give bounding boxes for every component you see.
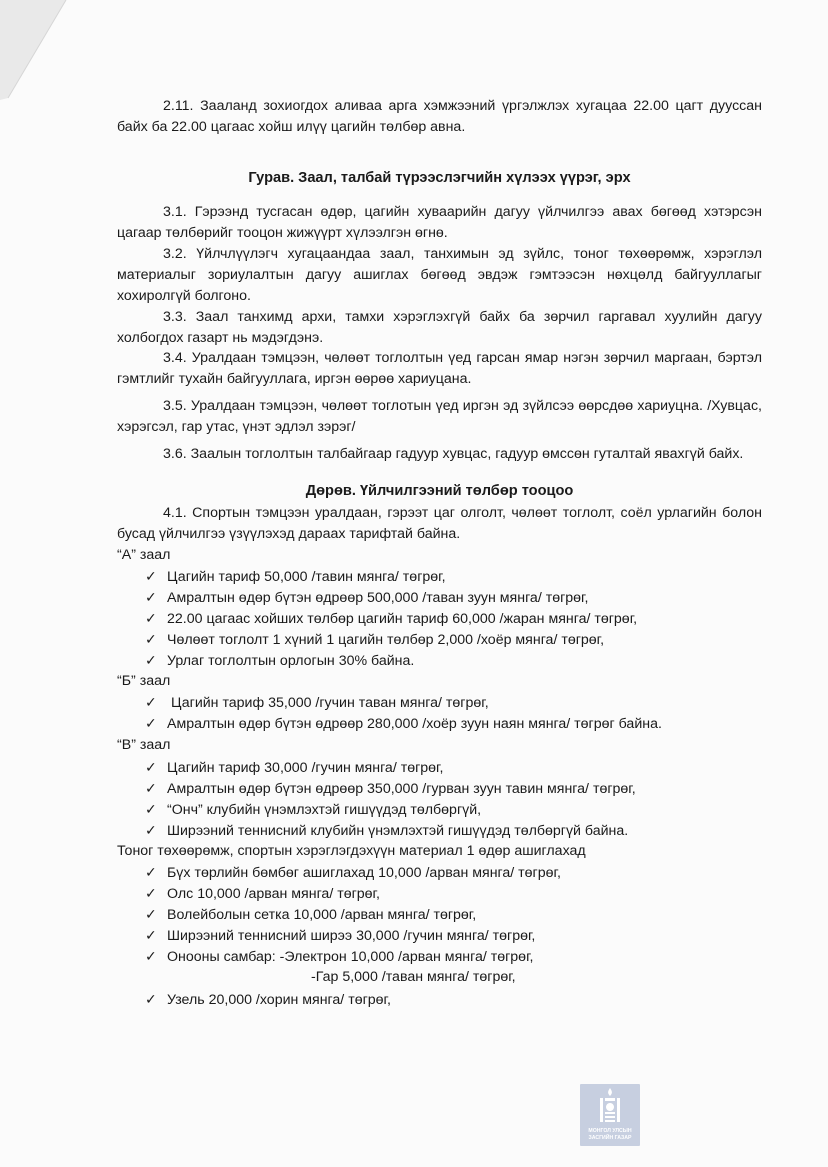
list-item: ✓ Бүх төрлийн бөмбөг ашиглахад 10,000 /арван мянга/ төгрөг, [145,864,561,881]
list-sub-item: -Гар 5,000 /таван мянга/ төгрөг, [311,969,516,985]
list-item: ✓ Чөлөөт тоглолт 1 хүний 1 цагийн төлбөр 2,000 /хоёр мянга/ төгрөг, [145,631,605,648]
list-item: ✓ Волейболын сетка 10,000 /арван мянга/ төгрөг, [145,906,477,923]
list-item: ✓ Цагийн тариф 50,000 /тавин мянга/ төгрөг, [145,568,446,585]
paragraph-4-1: 4.1. Спортын тэмцээн уралдаан, гэрээт цаг олголт, чөлөөт тоглолт, соёл урлагийн болон бусад үйлчилгээ үзүүлэхэд дараах тарифтай байна. [117,505,762,542]
page-corner-fold [0,0,70,100]
hall-a-label: “А” заал [117,547,171,563]
list-item: ✓ Ширээний теннисний клубийн үнэмлэхтэй гишүүдэд төлбөргүй байна. [145,822,629,839]
equipment-label: Тоног төхөөрөмж, спортын хэрэглэгдэхүүн материал 1 өдөр ашиглахад [117,843,586,859]
checkmark-icon: ✓ [145,906,157,922]
checkmark-icon: ✓ [145,864,157,880]
section-4-heading: Дөрөв. Үйлчилгээний төлбөр тооцоо [305,483,574,499]
paragraph-2-11: 2.11. Зааланд зохиогдох аливаа арга хэмжээний үргэлжлэх хугацаа 22.00 цагт дууссан байх ба 22.00 цагаас хойш илүү цагийн төлбөр авна. [117,98,762,135]
checkmark-icon: ✓ [145,780,157,796]
checkmark-icon: ✓ [145,948,157,964]
emblem-text-line2: ЗАСГИЙН ГАЗАР [588,1135,632,1141]
paragraph-3-2: 3.2. Үйлчлүүлэгч хугацаандаа заал, танхимын эд зүйлс, тоног төхөөрөмж, хэрэглэл материалыг зориулалтын дагуу ашиглах бөгөөд эвдэж гэмтээсэн нөхцөлд байгууллагыг хохиролгүй болгоно. [117,246,762,304]
paragraph-3-4: 3.4. Уралдаан тэмцээн, чөлөөт тоглолтын үед гарсан ямар нэгэн зөрчил маргаан, бэртэл гэмтлийг тухайн байгууллага, иргэн өөрөө хариуцана. [117,350,762,387]
paragraph-3-6: 3.6. Заалын тоглолтын талбайгаар гадуур хувцас, гадуур өмссөн гуталтай явахгүй байх. [163,446,744,462]
checkmark-icon: ✓ [145,759,157,775]
list-item: ✓ Цагийн тариф 35,000 /гучин таван мянга/ төгрөг, [145,694,489,711]
checkmark-icon: ✓ [145,715,157,731]
soyombo-icon [580,1084,640,1128]
hall-v-label: “В” заал [117,737,171,753]
section-3-heading: Гурав. Заал, талбай түрээслэгчийн хүлээх үүрэг, эрх [248,170,631,186]
checkmark-icon: ✓ [145,694,157,710]
checkmark-icon: ✓ [145,652,157,668]
list-item: ✓ Олс 10,000 /арван мянга/ төгрөг, [145,885,380,902]
checkmark-icon: ✓ [145,589,157,605]
paragraph-3-5: 3.5. Уралдаан тэмцээн, чөлөөт тоглотын үед иргэн эд зүйлсээ өөрсдөө хариуцна. /Хувцас, хэрэгсэл, гар утас, үнэт эдлэл зэрэг/ [117,398,762,435]
list-item: ✓ Онооны самбар: -Электрон 10,000 /арван мянга/ төгрөг, [145,948,534,965]
government-emblem-logo [580,1084,640,1146]
checkmark-icon: ✓ [145,885,157,901]
list-item: ✓ Амралтын өдөр бүтэн өдрөөр 500,000 /таван зуун мянга/ төгрөг, [145,589,589,606]
checkmark-icon: ✓ [145,927,157,943]
checkmark-icon: ✓ [145,631,157,647]
checkmark-icon: ✓ [145,801,157,817]
checkmark-icon: ✓ [145,610,157,626]
list-item: ✓ 22.00 цагаас хойших төлбөр цагийн тариф 60,000 /жаран мянга/ төгрөг, [145,610,638,627]
list-item: ✓ Узель 20,000 /хорин мянга/ төгрөг, [145,991,391,1008]
checkmark-icon: ✓ [145,991,157,1007]
list-item: ✓ Амралтын өдөр бүтэн өдрөөр 280,000 /хоёр зуун наян мянга/ төгрөг байна. [145,715,662,732]
list-item: ✓ Цагийн тариф 30,000 /гучин мянга/ төгрөг, [145,759,444,776]
paragraph-3-3: 3.3. Заал танхимд архи, тамхи хэрэглэхгүй байх ба зөрчил гаргавал хуулийн дагуу холбогдох газарт нь мэдэгдэнэ. [117,309,762,346]
emblem-text-line1: МОНГОЛ УЛСЫН [588,1128,632,1134]
list-item: ✓ Ширээний теннисний ширээ 30,000 /гучин мянга/ төгрөг, [145,927,536,944]
checkmark-icon: ✓ [145,568,157,584]
paragraph-3-1: 3.1. Гэрээнд тусгасан өдөр, цагийн хуваарийн дагуу үйлчилгээ авах бөгөөд хэтэрсэн цагаар төлбөрийг тооцон жижүүрт хүлээлгэн өгнө. [117,204,762,241]
list-item: ✓ Урлаг тоглолтын орлогын 30% байна. [145,652,415,669]
list-item: ✓ “Онч” клубийн үнэмлэхтэй гишүүдэд төлбөргүй, [145,801,482,818]
hall-b-label: “Б” заал [117,673,171,689]
checkmark-icon: ✓ [145,822,157,838]
list-item: ✓ Амралтын өдөр бүтэн өдрөөр 350,000 /гурван зуун тавин мянга/ төгрөг, [145,780,636,797]
